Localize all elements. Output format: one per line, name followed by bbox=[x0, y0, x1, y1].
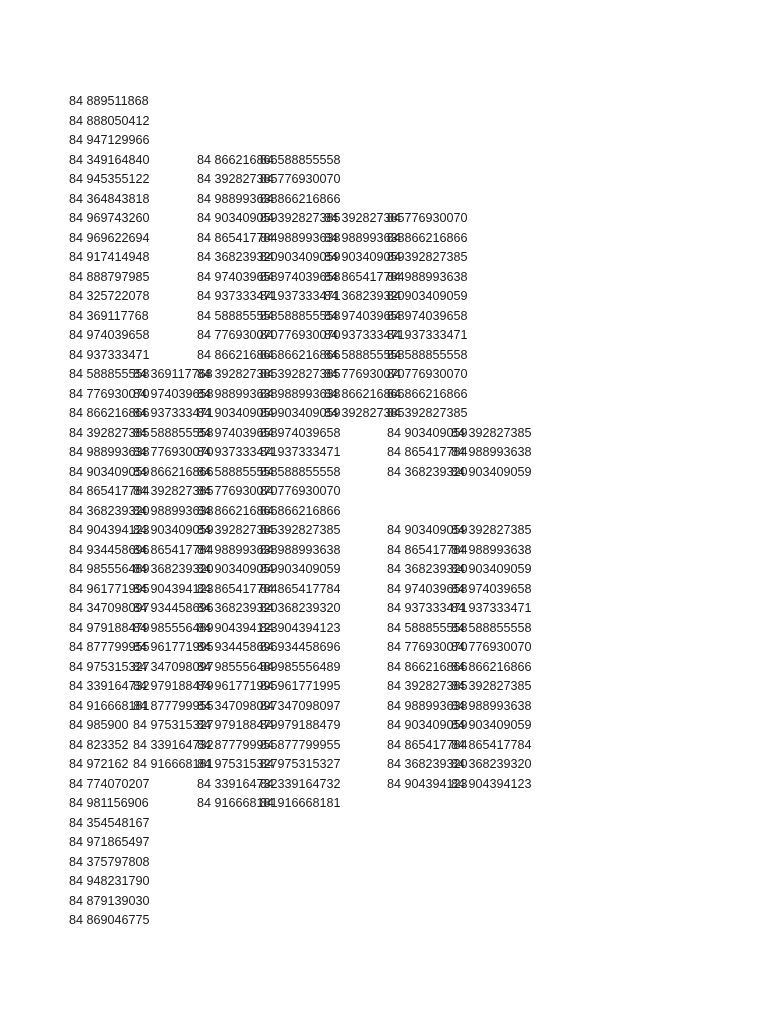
cell-r15-c5[interactable]: 84 776930070 bbox=[324, 367, 405, 381]
cell-r19-c4[interactable]: 84 937333471 bbox=[260, 445, 341, 459]
cell-r36-c3[interactable]: 84 339164732 bbox=[197, 776, 278, 791]
cell-r25-c6[interactable]: 84 368239320 bbox=[387, 562, 468, 576]
cell-r11-c1[interactable]: 84 325722078 bbox=[69, 289, 150, 303]
cell-r4-c4[interactable]: 84 588855558 bbox=[260, 152, 341, 167]
cell-r17-c3[interactable]: 84 903409059 bbox=[197, 406, 278, 420]
cell-r2-c1[interactable]: 84 888050412 bbox=[69, 113, 150, 128]
cell-r7-c4[interactable]: 84 392827385 bbox=[260, 211, 341, 225]
cell-r9-c4[interactable]: 84 903409059 bbox=[260, 250, 341, 264]
cell-r27-c4[interactable]: 84 368239320 bbox=[260, 601, 341, 615]
cell-r28-c6[interactable]: 84 588855558 bbox=[387, 620, 468, 635]
cell-r28-c1[interactable]: 84 979188479 bbox=[69, 620, 150, 635]
cell-r24-c6[interactable]: 84 865417784 bbox=[387, 542, 468, 557]
cell-r18-c6[interactable]: 84 903409059 bbox=[387, 425, 468, 440]
cell-r26-c3[interactable]: 84 865417784 bbox=[197, 581, 278, 596]
cell-r15-c2[interactable]: 84 369117768 bbox=[133, 367, 213, 381]
cell-r16-c4[interactable]: 84 988993638 bbox=[260, 386, 341, 401]
cell-r30-c1[interactable]: 84 975315327 bbox=[69, 659, 150, 674]
cell-r30-c4[interactable]: 84 985556489 bbox=[260, 659, 341, 674]
cell-r15-c3[interactable]: 84 392827385 bbox=[197, 367, 278, 381]
cell-r20-c3[interactable]: 84 588855558 bbox=[197, 464, 278, 479]
cell-r25-c2[interactable]: 84 368239320 bbox=[133, 562, 214, 576]
cell-r34-c2[interactable]: 84 339164732 bbox=[133, 737, 214, 752]
cell-r34-c7[interactable]: 84 865417784 bbox=[451, 737, 532, 752]
cell-r10-c3[interactable]: 84 974039658 bbox=[197, 269, 278, 284]
cell-r13-c4[interactable]: 84 776930070 bbox=[260, 328, 341, 342]
cell-r9-c6[interactable]: 84 392827385 bbox=[387, 250, 468, 264]
cell-r39-c1[interactable]: 84 971865497 bbox=[69, 835, 150, 849]
cell-r26-c4[interactable]: 84 865417784 bbox=[260, 581, 341, 596]
cell-r17-c6[interactable]: 84 392827385 bbox=[387, 406, 468, 420]
cell-r21-c1[interactable]: 84 865417784 bbox=[69, 484, 150, 498]
cell-r23-c4[interactable]: 84 392827385 bbox=[260, 523, 341, 537]
cell-r4-c3[interactable]: 84 866216866 bbox=[197, 152, 278, 167]
cell-r6-c4[interactable]: 84 866216866 bbox=[260, 191, 341, 206]
cell-r20-c6[interactable]: 84 368239320 bbox=[387, 464, 468, 479]
cell-r32-c7[interactable]: 84 988993638 bbox=[451, 698, 532, 713]
cell-r33-c7[interactable]: 84 903409059 bbox=[451, 718, 532, 732]
cell-r29-c6[interactable]: 84 776930070 bbox=[387, 640, 468, 654]
cell-r33-c3[interactable]: 84 979188479 bbox=[197, 718, 278, 732]
cell-r29-c2[interactable]: 84 961771995 bbox=[133, 640, 214, 654]
cell-r26-c7[interactable]: 84 974039658 bbox=[451, 581, 532, 596]
cell-r16-c2[interactable]: 84 974039658 bbox=[133, 386, 214, 401]
cell-r31-c2[interactable]: 84 979188479 bbox=[133, 679, 214, 693]
cell-r19-c3[interactable]: 84 937333471 bbox=[197, 445, 278, 459]
cell-r20-c2[interactable]: 84 866216866 bbox=[133, 464, 214, 479]
cell-r33-c6[interactable]: 84 903409059 bbox=[387, 718, 468, 732]
cell-r42-c1[interactable]: 84 879139030 bbox=[69, 893, 150, 908]
cell-r24-c1[interactable]: 84 934458696 bbox=[69, 542, 150, 557]
cell-r38-c1[interactable]: 84 354548167 bbox=[69, 815, 150, 830]
cell-r17-c2[interactable]: 84 937333471 bbox=[133, 406, 214, 420]
cell-r31-c1[interactable]: 84 339164732 bbox=[69, 679, 150, 693]
cell-r10-c5[interactable]: 84 865417784 bbox=[324, 269, 405, 284]
cell-r28-c3[interactable]: 84 904394123 bbox=[197, 620, 278, 635]
cell-r13-c6[interactable]: 84 937333471 bbox=[387, 328, 468, 342]
cell-r16-c1[interactable]: 84 776930070 bbox=[69, 386, 150, 401]
cell-r10-c4[interactable]: 84 974039658 bbox=[260, 269, 341, 284]
cell-r18-c3[interactable]: 84 974039658 bbox=[197, 425, 278, 440]
cell-r31-c3[interactable]: 84 961771995 bbox=[197, 679, 278, 693]
cell-r4-c1[interactable]: 84 349164840 bbox=[69, 152, 150, 167]
cell-r33-c4[interactable]: 84 979188479 bbox=[260, 718, 341, 732]
cell-r11-c6[interactable]: 84 903409059 bbox=[387, 289, 468, 303]
cell-r9-c3[interactable]: 84 368239320 bbox=[197, 250, 278, 264]
cell-r24-c4[interactable]: 84 988993638 bbox=[260, 542, 341, 557]
cell-r21-c3[interactable]: 84 776930070 bbox=[197, 484, 278, 498]
cell-r8-c3[interactable]: 84 865417784 bbox=[197, 230, 278, 245]
cell-r17-c1[interactable]: 84 866216866 bbox=[69, 406, 150, 420]
cell-r26-c1[interactable]: 84 961771995 bbox=[69, 581, 150, 596]
cell-r26-c2[interactable]: 84 904394123 bbox=[133, 581, 214, 596]
cell-r21-c4[interactable]: 84 776930070 bbox=[260, 484, 341, 498]
cell-r13-c5[interactable]: 84 937333471 bbox=[324, 328, 405, 342]
cell-r21-c2[interactable]: 84 392827385 bbox=[133, 484, 214, 498]
cell-r40-c1[interactable]: 84 375797808 bbox=[69, 854, 150, 869]
cell-r32-c2[interactable]: 84 877799955 bbox=[133, 698, 214, 713]
cell-r23-c2[interactable]: 84 903409059 bbox=[133, 523, 214, 537]
cell-r19-c7[interactable]: 84 988993638 bbox=[451, 445, 532, 459]
cell-r19-c2[interactable]: 84 776930070 bbox=[133, 445, 214, 459]
cell-r8-c5[interactable]: 84 988993638 bbox=[324, 230, 405, 245]
cell-r27-c3[interactable]: 84 368239320 bbox=[197, 601, 278, 615]
cell-r13-c1[interactable]: 84 974039658 bbox=[69, 328, 150, 342]
cell-r30-c3[interactable]: 84 985556489 bbox=[197, 659, 278, 674]
cell-r29-c1[interactable]: 84 877799955 bbox=[69, 640, 150, 654]
cell-r35-c3[interactable]: 84 975315327 bbox=[197, 757, 278, 771]
cell-r17-c4[interactable]: 84 903409059 bbox=[260, 406, 341, 420]
cell-r19-c6[interactable]: 84 865417784 bbox=[387, 445, 468, 459]
cell-r32-c6[interactable]: 84 988993638 bbox=[387, 698, 468, 713]
cell-r35-c7[interactable]: 84 368239320 bbox=[451, 757, 532, 771]
cell-r20-c1[interactable]: 84 903409059 bbox=[69, 464, 150, 479]
cell-r35-c1[interactable]: 84 972162 bbox=[69, 757, 129, 771]
cell-r33-c1[interactable]: 84 985900 bbox=[69, 718, 129, 732]
cell-r11-c4[interactable]: 84 937333471 bbox=[260, 289, 341, 303]
cell-r28-c4[interactable]: 84 904394123 bbox=[260, 620, 341, 635]
cell-r5-c1[interactable]: 84 945355122 bbox=[69, 172, 150, 186]
cell-r37-c1[interactable]: 84 981156906 bbox=[69, 796, 149, 810]
cell-r8-c6[interactable]: 84 866216866 bbox=[387, 230, 468, 245]
cell-r7-c3[interactable]: 84 903409059 bbox=[197, 211, 278, 225]
cell-r25-c1[interactable]: 84 985556489 bbox=[69, 562, 150, 576]
cell-r36-c7[interactable]: 84 904394123 bbox=[451, 776, 532, 791]
cell-r30-c2[interactable]: 84 347098097 bbox=[133, 659, 214, 674]
cell-r5-c3[interactable]: 84 392827385 bbox=[197, 172, 278, 186]
cell-r16-c5[interactable]: 84 866216866 bbox=[324, 386, 405, 401]
cell-r29-c3[interactable]: 84 934458696 bbox=[197, 640, 278, 654]
cell-r16-c3[interactable]: 84 988993638 bbox=[197, 386, 278, 401]
cell-r43-c1[interactable]: 84 869046775 bbox=[69, 913, 150, 927]
cell-r8-c4[interactable]: 84 988993638 bbox=[260, 230, 341, 245]
cell-r32-c3[interactable]: 84 347098097 bbox=[197, 698, 278, 713]
cell-r14-c4[interactable]: 84 866216866 bbox=[260, 347, 341, 362]
cell-r10-c6[interactable]: 84 988993638 bbox=[387, 269, 468, 284]
cell-r11-c5[interactable]: 84 368239320 bbox=[324, 289, 405, 303]
cell-r24-c2[interactable]: 84 865417784 bbox=[133, 542, 214, 557]
cell-r31-c4[interactable]: 84 961771995 bbox=[260, 679, 341, 693]
cell-r15-c1[interactable]: 84 588855558 bbox=[69, 367, 150, 381]
cell-r31-c6[interactable]: 84 392827385 bbox=[387, 679, 468, 693]
cell-r37-c3[interactable]: 84 916668181 bbox=[197, 796, 278, 810]
cell-r14-c5[interactable]: 84 588855558 bbox=[324, 347, 405, 362]
cell-r24-c7[interactable]: 84 988993638 bbox=[451, 542, 532, 557]
cell-r7-c5[interactable]: 84 392827385 bbox=[324, 211, 405, 225]
cell-r12-c3[interactable]: 84 588855558 bbox=[197, 308, 278, 323]
cell-r34-c3[interactable]: 84 877799955 bbox=[197, 737, 278, 752]
cell-r24-c3[interactable]: 84 988993638 bbox=[197, 542, 278, 557]
cell-r35-c6[interactable]: 84 368239320 bbox=[387, 757, 468, 771]
cell-r37-c4[interactable]: 84 916668181 bbox=[260, 796, 341, 810]
cell-r36-c1[interactable]: 84 774070207 bbox=[69, 776, 150, 791]
cell-r32-c4[interactable]: 84 347098097 bbox=[260, 698, 341, 713]
cell-r9-c5[interactable]: 84 903409059 bbox=[324, 250, 405, 264]
cell-r23-c3[interactable]: 84 392827385 bbox=[197, 523, 278, 537]
cell-r7-c6[interactable]: 84 776930070 bbox=[387, 211, 468, 225]
cell-r30-c7[interactable]: 84 866216866 bbox=[451, 659, 532, 674]
cell-r23-c1[interactable]: 84 904394123 bbox=[69, 523, 150, 537]
cell-r36-c4[interactable]: 84 339164732 bbox=[260, 776, 341, 791]
cell-r11-c3[interactable]: 84 937333471 bbox=[197, 289, 278, 303]
cell-r12-c1[interactable]: 84 369117768 bbox=[69, 308, 149, 323]
cell-r9-c1[interactable]: 84 917414948 bbox=[69, 250, 150, 264]
cell-r27-c2[interactable]: 84 934458696 bbox=[133, 601, 214, 615]
cell-r32-c1[interactable]: 84 916668181 bbox=[69, 698, 150, 713]
cell-r25-c4[interactable]: 84 903409059 bbox=[260, 562, 341, 576]
cell-r22-c4[interactable]: 84 866216866 bbox=[260, 503, 341, 518]
cell-r22-c2[interactable]: 84 988993638 bbox=[133, 503, 214, 518]
cell-r19-c1[interactable]: 84 988993638 bbox=[69, 445, 150, 459]
cell-r29-c4[interactable]: 84 934458696 bbox=[260, 640, 341, 654]
cell-r8-c1[interactable]: 84 969622694 bbox=[69, 230, 150, 245]
cell-r10-c1[interactable]: 84 888797985 bbox=[69, 269, 150, 284]
cell-r25-c3[interactable]: 84 903409059 bbox=[197, 562, 278, 576]
cell-r3-c1[interactable]: 84 947129966 bbox=[69, 133, 150, 147]
cell-r12-c4[interactable]: 84 588855558 bbox=[260, 308, 341, 323]
cell-r18-c7[interactable]: 84 392827385 bbox=[451, 425, 532, 440]
cell-r6-c1[interactable]: 84 364843818 bbox=[69, 191, 150, 206]
cell-r14-c1[interactable]: 84 937333471 bbox=[69, 347, 150, 362]
cell-r27-c6[interactable]: 84 937333471 bbox=[387, 601, 468, 615]
cell-r34-c4[interactable]: 84 877799955 bbox=[260, 737, 341, 752]
cell-r6-c3[interactable]: 84 988993638 bbox=[197, 191, 278, 206]
cell-r15-c4[interactable]: 84 392827385 bbox=[260, 367, 341, 381]
cell-r27-c1[interactable]: 84 347098097 bbox=[69, 601, 150, 615]
cell-r17-c5[interactable]: 84 392827385 bbox=[324, 406, 405, 420]
cell-r30-c6[interactable]: 84 866216866 bbox=[387, 659, 468, 674]
cell-r29-c7[interactable]: 84 776930070 bbox=[451, 640, 532, 654]
cell-r5-c4[interactable]: 84 776930070 bbox=[260, 172, 341, 186]
cell-r14-c3[interactable]: 84 866216866 bbox=[197, 347, 278, 362]
cell-r28-c7[interactable]: 84 588855558 bbox=[451, 620, 532, 635]
cell-r33-c2[interactable]: 84 975315327 bbox=[133, 718, 214, 732]
cell-r15-c6[interactable]: 84 776930070 bbox=[387, 367, 468, 381]
cell-r36-c6[interactable]: 84 904394123 bbox=[387, 776, 468, 791]
cell-r12-c5[interactable]: 84 974039658 bbox=[324, 308, 405, 323]
spreadsheet-grid bbox=[69, 92, 669, 932]
cell-r16-c6[interactable]: 84 866216866 bbox=[387, 386, 468, 401]
cell-r25-c7[interactable]: 84 903409059 bbox=[451, 562, 532, 576]
cell-r22-c1[interactable]: 84 368239320 bbox=[69, 503, 150, 518]
cell-r1-c1[interactable]: 84 889511868 bbox=[69, 94, 149, 108]
cell-r20-c7[interactable]: 84 903409059 bbox=[451, 464, 532, 479]
cell-r18-c2[interactable]: 84 588855558 bbox=[133, 425, 214, 440]
cell-r31-c7[interactable]: 84 392827385 bbox=[451, 679, 532, 693]
cell-r27-c7[interactable]: 84 937333471 bbox=[451, 601, 532, 615]
cell-r23-c6[interactable]: 84 903409059 bbox=[387, 523, 468, 537]
cell-r14-c6[interactable]: 84 588855558 bbox=[387, 347, 468, 362]
cell-r22-c3[interactable]: 84 866216866 bbox=[197, 503, 278, 518]
cell-r35-c2[interactable]: 84 916668181 bbox=[133, 757, 214, 771]
cell-r7-c1[interactable]: 84 969743260 bbox=[69, 211, 150, 225]
cell-r28-c2[interactable]: 84 985556489 bbox=[133, 620, 214, 635]
cell-r13-c3[interactable]: 84 776930070 bbox=[197, 328, 278, 342]
cell-r41-c1[interactable]: 84 948231790 bbox=[69, 874, 150, 888]
cell-r23-c7[interactable]: 84 392827385 bbox=[451, 523, 532, 537]
cell-r34-c1[interactable]: 84 823352 bbox=[69, 737, 129, 752]
cell-r20-c4[interactable]: 84 588855558 bbox=[260, 464, 341, 479]
cell-r26-c6[interactable]: 84 974039658 bbox=[387, 581, 468, 596]
cell-r18-c1[interactable]: 84 392827385 bbox=[69, 425, 150, 440]
cell-r12-c6[interactable]: 84 974039658 bbox=[387, 308, 468, 323]
cell-r34-c6[interactable]: 84 865417784 bbox=[387, 737, 468, 752]
cell-r35-c4[interactable]: 84 975315327 bbox=[260, 757, 341, 771]
cell-r18-c4[interactable]: 84 974039658 bbox=[260, 425, 341, 440]
